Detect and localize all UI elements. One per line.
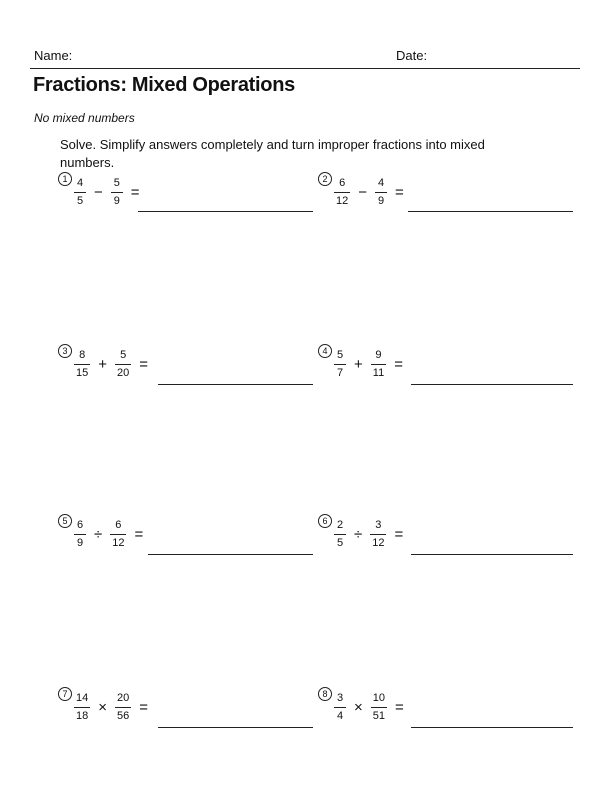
numerator: 6 bbox=[76, 518, 84, 531]
answer-line-5[interactable] bbox=[148, 554, 313, 555]
fraction-b bbox=[115, 349, 131, 380]
problem-number: 6 bbox=[318, 514, 332, 528]
denominator: 12 bbox=[336, 194, 349, 207]
answer-line-4[interactable] bbox=[411, 384, 573, 385]
problem-number: 2 bbox=[318, 172, 332, 186]
denominator: 9 bbox=[377, 194, 385, 207]
numerator: 4 bbox=[76, 176, 84, 189]
fraction-b bbox=[371, 349, 386, 380]
fraction-a bbox=[334, 519, 346, 550]
equals-sign: = bbox=[139, 698, 149, 716]
fraction-b bbox=[115, 692, 131, 723]
page-subtitle: No mixed numbers bbox=[34, 111, 135, 125]
problem-number: 3 bbox=[58, 344, 72, 358]
numerator: 6 bbox=[339, 176, 346, 189]
denominator: 5 bbox=[336, 536, 344, 549]
fraction-a bbox=[334, 349, 346, 380]
numerator: 6 bbox=[115, 518, 122, 531]
denominator: 4 bbox=[336, 709, 344, 722]
numerator: 9 bbox=[375, 348, 382, 361]
numerator: 5 bbox=[113, 176, 120, 189]
operator: + bbox=[354, 355, 363, 373]
operator: − bbox=[358, 183, 368, 201]
equals-sign: = bbox=[139, 355, 149, 373]
numerator: 2 bbox=[336, 518, 344, 531]
denominator: 7 bbox=[336, 366, 344, 379]
problem-number: 8 bbox=[318, 687, 332, 701]
denominator: 56 bbox=[117, 709, 130, 722]
numerator: 14 bbox=[76, 691, 89, 704]
denominator: 12 bbox=[372, 536, 385, 549]
numerator: 5 bbox=[336, 348, 344, 361]
page-title: Fractions: Mixed Operations bbox=[33, 74, 295, 96]
answer-line-1[interactable] bbox=[138, 211, 313, 212]
fraction-a bbox=[334, 177, 350, 208]
problem-number: 5 bbox=[58, 514, 72, 528]
numerator: 5 bbox=[120, 348, 127, 361]
denominator: 51 bbox=[372, 709, 386, 722]
numerator: 20 bbox=[117, 691, 130, 704]
operator: × bbox=[354, 698, 363, 716]
equals-sign: = bbox=[394, 525, 404, 543]
header-divider bbox=[30, 68, 580, 69]
fraction-b bbox=[371, 692, 387, 723]
fraction-a bbox=[74, 692, 90, 723]
denominator: 9 bbox=[113, 194, 120, 207]
fraction-a bbox=[74, 349, 90, 380]
fraction-b bbox=[110, 519, 126, 550]
equals-sign: = bbox=[395, 698, 404, 716]
answer-line-8[interactable] bbox=[411, 727, 573, 728]
denominator: 18 bbox=[76, 709, 89, 722]
numerator: 10 bbox=[372, 691, 386, 704]
denominator: 11 bbox=[372, 366, 385, 379]
equals-sign: = bbox=[395, 183, 404, 201]
operator: ÷ bbox=[354, 525, 363, 543]
equals-sign: = bbox=[394, 355, 403, 373]
fraction-a bbox=[74, 519, 86, 550]
fraction-b bbox=[375, 177, 387, 208]
answer-line-2[interactable] bbox=[408, 211, 573, 212]
date-label: Date: bbox=[396, 48, 428, 63]
operator: + bbox=[98, 355, 108, 373]
fraction-a bbox=[334, 692, 346, 723]
fraction-a bbox=[74, 177, 86, 208]
problem-number: 1 bbox=[58, 172, 72, 186]
equals-sign: = bbox=[134, 525, 144, 543]
name-label: Name: bbox=[34, 48, 73, 63]
numerator: 4 bbox=[377, 176, 385, 189]
operator: − bbox=[94, 183, 103, 201]
denominator: 20 bbox=[117, 366, 130, 379]
operator: ÷ bbox=[94, 525, 103, 543]
operator: × bbox=[98, 698, 108, 716]
answer-line-6[interactable] bbox=[411, 554, 573, 555]
instructions: Solve. Simplify answers completely and turn improper fractions into mixed numbers. bbox=[60, 137, 485, 170]
fraction-b bbox=[370, 519, 386, 550]
problem-number: 7 bbox=[58, 687, 72, 701]
problem-number: 4 bbox=[318, 344, 332, 358]
denominator: 5 bbox=[76, 194, 84, 207]
answer-line-7[interactable] bbox=[158, 727, 313, 728]
denominator: 12 bbox=[112, 536, 125, 549]
numerator: 3 bbox=[375, 518, 382, 531]
numerator: 3 bbox=[336, 691, 344, 704]
denominator: 9 bbox=[76, 536, 84, 549]
fraction-b bbox=[111, 177, 123, 208]
answer-line-3[interactable] bbox=[158, 384, 313, 385]
denominator: 15 bbox=[76, 366, 89, 379]
numerator: 8 bbox=[79, 348, 86, 361]
equals-sign: = bbox=[130, 183, 140, 201]
